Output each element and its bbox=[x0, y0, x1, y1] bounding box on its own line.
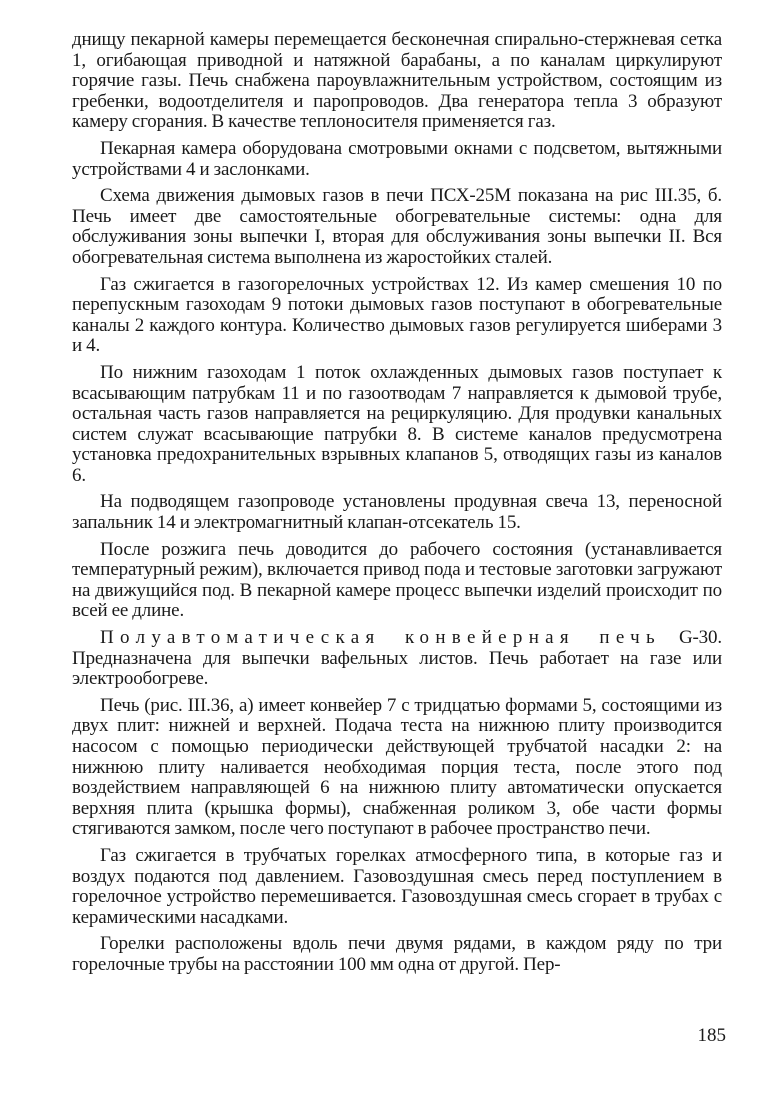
paragraph: На подводящем газопроводе установлены продувная свеча 13, переносной запальник 14 и электромагнитный клапан-отсекатель 15. bbox=[72, 491, 722, 534]
section-text: Предназначена для выпечки вафельных листов. Печь работает на газе или электрообогреве. bbox=[72, 647, 722, 690]
paragraph: Газ сжигается в трубчатых горелках атмосферного типа, в которые газ и воздух подаются под давлением. Газовоздушная смесь перед поступлением в горелочное устройство перемешивается. Газовоздушная смесь сгорает в трубах с керамическими насадками. bbox=[72, 844, 722, 928]
paragraph: По нижним газоходам 1 поток охлажденных дымовых газов поступает к всасывающим патрубкам 11 и по газоотводам 7 направляется к дымовой трубе, остальная часть газов направляется на рециркуляцию. Для продувки канальных систем служат всасывающие патрубки 8. В системе каналов предусмотрена установка предохранительных взрывных клапанов 5, отводящих газы из каналов 6. bbox=[72, 361, 722, 486]
paragraph: Схема движения дымовых газов в печи ПСХ-25М показана на рис III.35, б. Печь имеет две самостоятельные обогревательные системы: одна для обслуживания зоны выпечки I, вторая для обслуживания зоны выпечки II. Вся обогревательная система выполнена из жаростойких сталей. bbox=[72, 185, 722, 268]
section-paragraph bbox=[72, 628, 722, 690]
paragraph: После розжига печь доводится до рабочего состояния (устанавливается температурный режим), включается привод пода и тестовые заготовки загружают на движущийся под. В пекарной камере процесс выпечки изделий происходит по всей ее длине. bbox=[72, 538, 722, 622]
paragraph: Печь (рис. III.36, а) имеет конвейер 7 с тридцатью формами 5, состоящими из двух плит: нижней и верхней. Подача теста на нижнюю плиту производится насосом с помощью периодически действующей трубчатой насадки 2: на нижнюю плиту наливается необходимая порция теста, после этого под воздействием направляющей 6 на нижнюю плиту автоматически опускается верхняя плита (крышка формы), снабженная роликом 3, обе части формы стягиваются замком, после чего поступают в рабочее пространство печи. bbox=[72, 694, 722, 840]
paragraph: Газ сжигается в газогорелочных устройствах 12. Из камер смешения 10 по перепускным газоходам 9 потоки дымовых газов поступают в обогревательные каналы 2 каждого контура. Количество дымовых газов регулируется шиберами 3 и 4. bbox=[72, 273, 722, 357]
section-model: G-30. bbox=[678, 627, 722, 649]
document-page bbox=[72, 30, 722, 982]
section-heading: Полуавтоматическая конвейерная печь bbox=[100, 627, 661, 649]
paragraph: днищу пекарной камеры перемещается бесконечная спирально-стержневая сетка 1, огибающая приводной и натяжной барабаны, а по каналам циркулируют горячие газы. Печь снабжена пароувлажнительным устройством, состоящим из гребенки, водоотделителя и паропроводов. Два генератора тепла 3 образуют камеру сгорания. В качестве теплоносителя применяется газ. bbox=[72, 29, 722, 133]
paragraph: Пекарная камера оборудована смотровыми окнами с подсветом, вытяжными устройствами 4 и заслонками. bbox=[72, 137, 722, 180]
paragraph: Горелки расположены вдоль печи двумя рядами, в каждом ряду по три горелочные трубы на расстоянии 100 мм одна от другой. Пер- bbox=[72, 933, 722, 975]
page-number: 185 bbox=[697, 1025, 726, 1046]
